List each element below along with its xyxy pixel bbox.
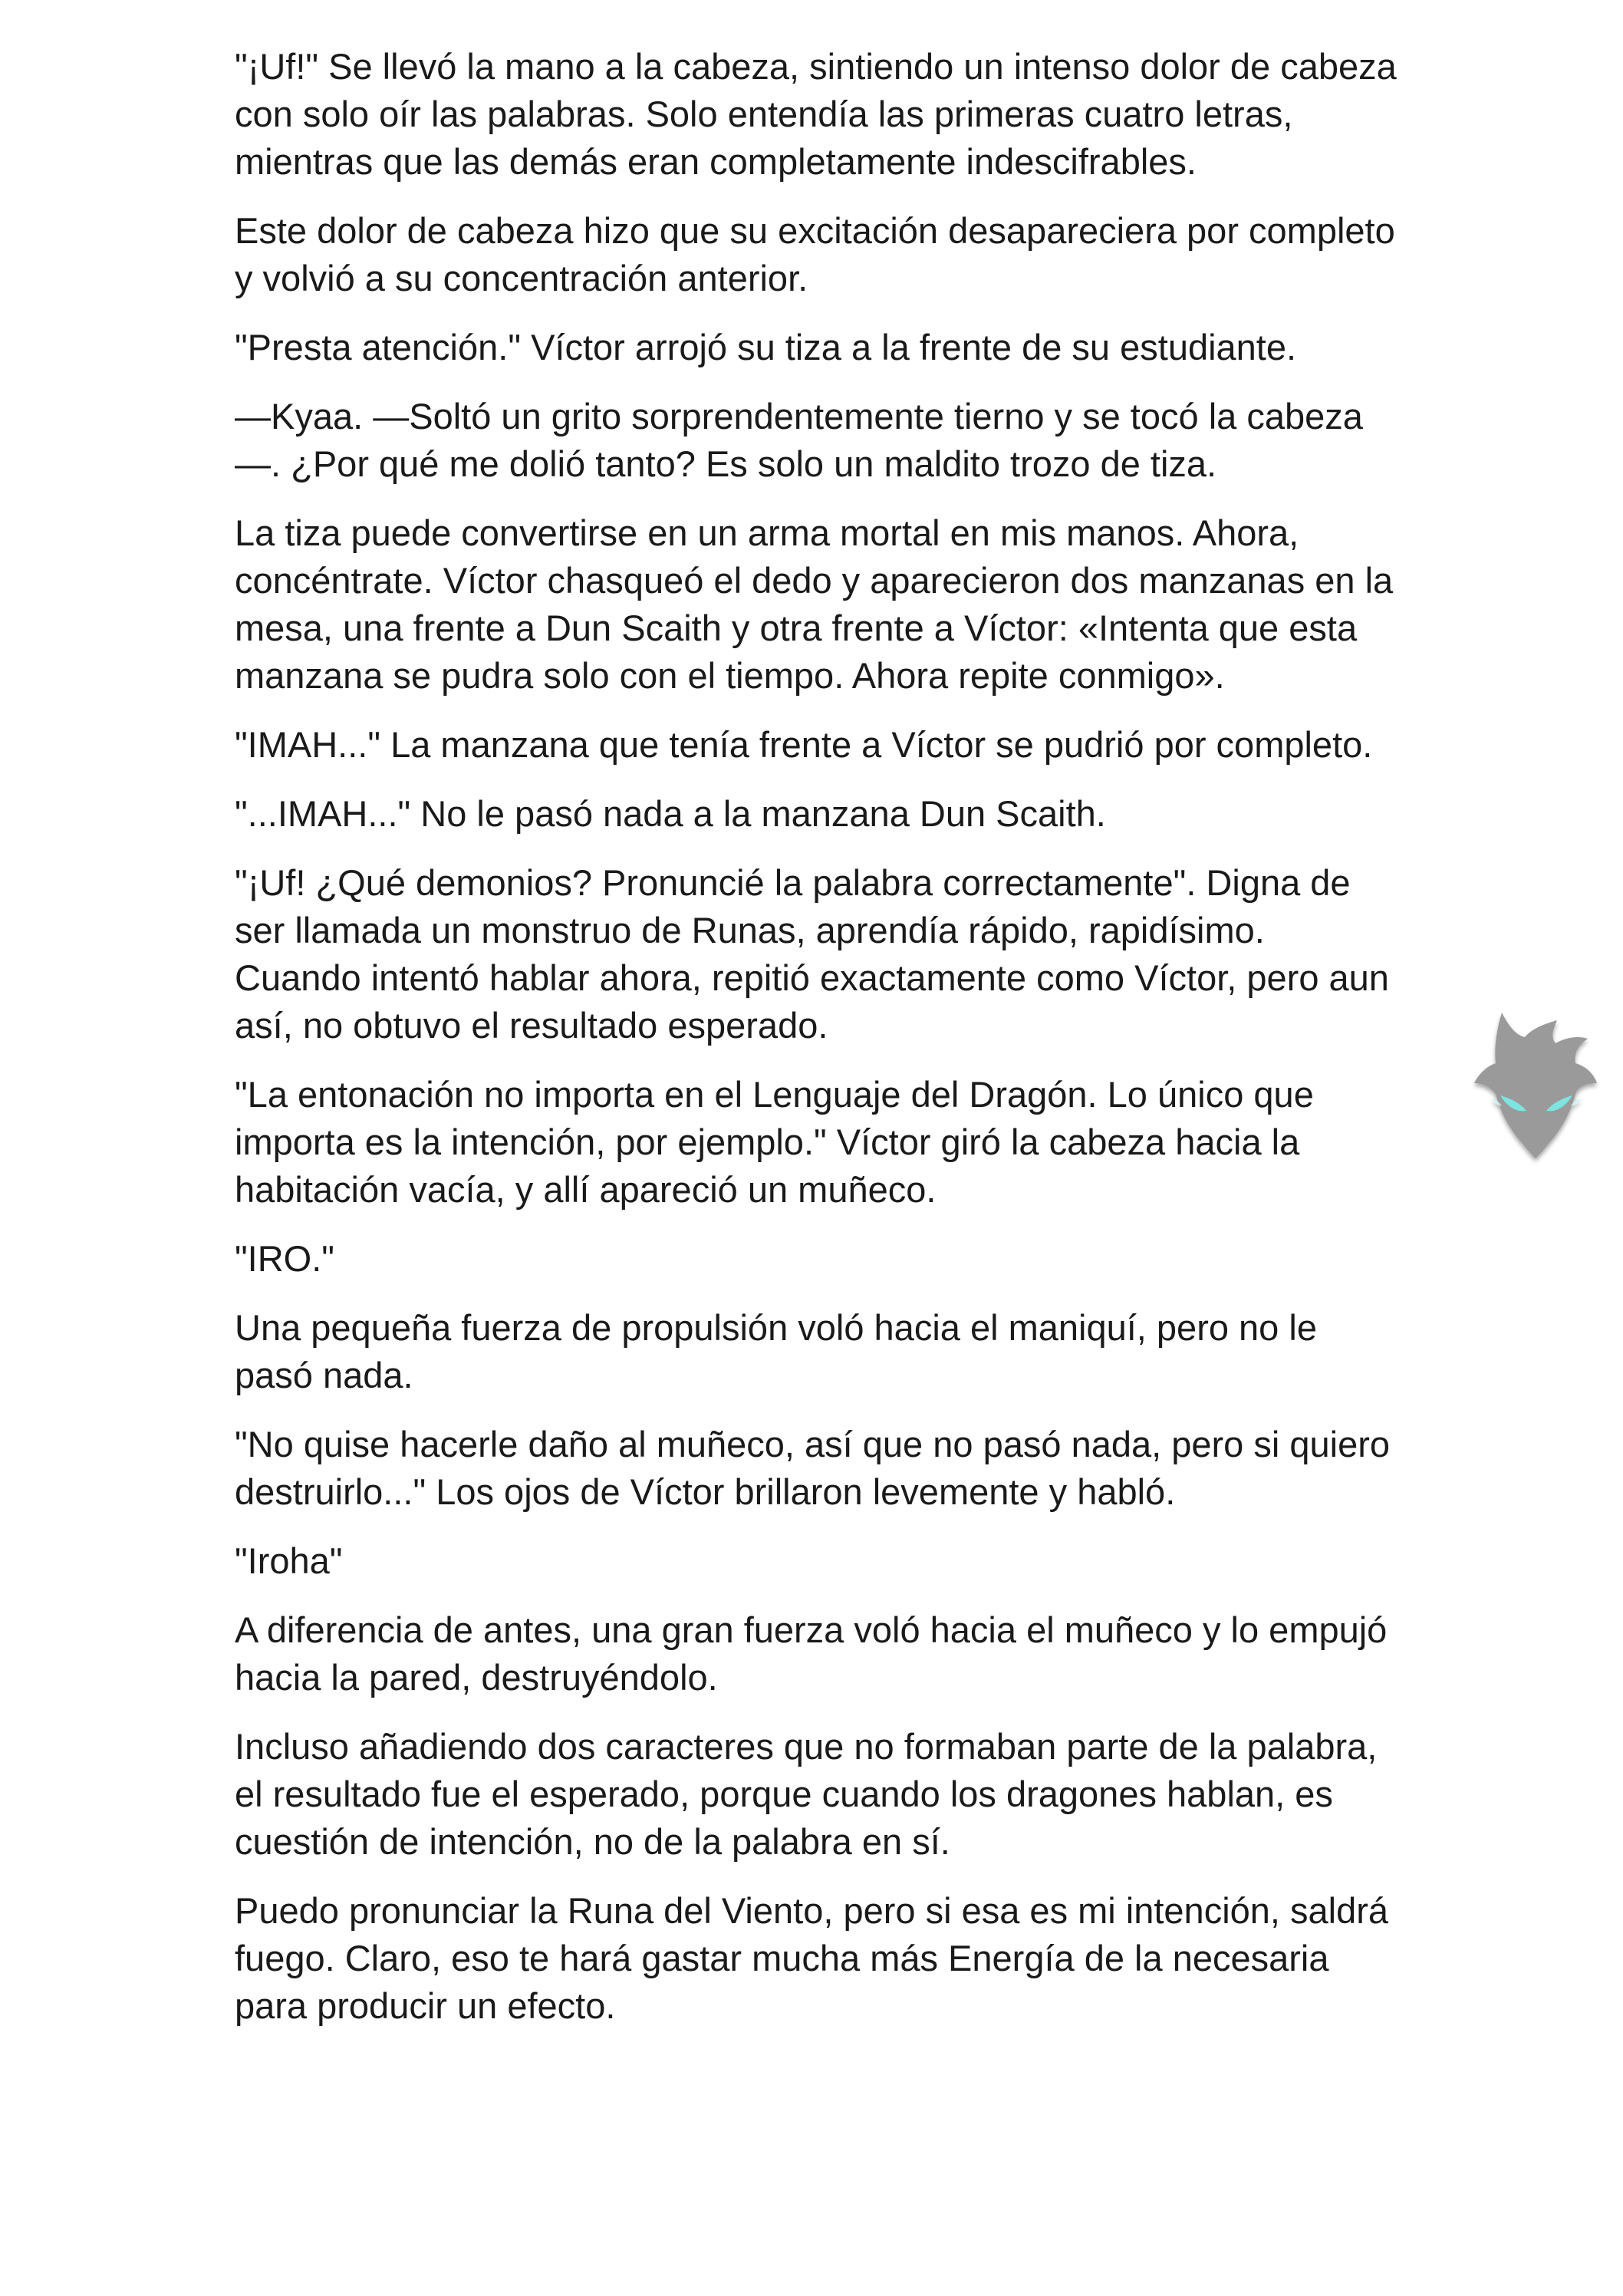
- paragraph-2: Este dolor de cabeza hizo que su excitación desapareciera por completo y volvió a su concentración anterior.: [235, 210, 1395, 298]
- document-body: [235, 43, 1401, 2051]
- demon-head-icon: [1471, 997, 1602, 1166]
- paragraph-14: A diferencia de antes, una gran fuerza voló hacia el muñeco y lo empujó hacia la pared, destruyéndolo.: [235, 1609, 1388, 1698]
- paragraph-5: La tiza puede convertirse en un arma mortal en mis manos. Ahora, concéntrate. Víctor chasqueó el dedo y aparecieron dos manzanas en la mesa, una frente a Dun Scaith y otra frente a Víctor: «Intenta que esta manzana se pudra solo con el tiempo. Ahora repite conmigo».: [235, 512, 1394, 696]
- paragraph-16: Puedo pronunciar la Runa del Viento, pero si esa es mi intención, saldrá fuego. Claro, eso te hará gastar mucha más Energía de la necesaria para producir un efecto.: [235, 1890, 1389, 2026]
- paragraph-8: "¡Uf! ¿Qué demonios? Pronuncié la palabra correctamente". Digna de ser llamada un monstruo de Runas, aprendía rápido, rapidísimo. Cuando intentó hablar ahora, repitió exactamente como Víctor, pero aun así, no obtuvo el resultado esperado.: [235, 862, 1389, 1046]
- paragraph-9: "La entonación no importa en el Lenguaje del Dragón. Lo único que importa es la intención, por ejemplo." Víctor giró la cabeza hacia la habitación vacía, y allí apareció un muñeco.: [235, 1074, 1314, 1210]
- paragraph-15: Incluso añadiendo dos caracteres que no formaban parte de la palabra, el resultado fue el esperado, porque cuando los dragones hablan, es cuestión de intención, no de la palabra en sí.: [235, 1726, 1378, 1862]
- paragraph-6: "IMAH..." La manzana que tenía frente a Víctor se pudrió por completo.: [235, 724, 1373, 765]
- paragraph-7: "...IMAH..." No le pasó nada a la manzana Dun Scaith.: [235, 793, 1106, 834]
- paragraph-12: "No quise hacerle daño al muñeco, así que no pasó nada, pero si quiero destruirlo..." Los ojos de Víctor brillaron levemente y habló.: [235, 1424, 1391, 1512]
- paragraph-13: "Iroha": [235, 1540, 343, 1581]
- paragraph-3: "Presta atención." Víctor arrojó su tiza a la frente de su estudiante.: [235, 327, 1297, 367]
- paragraph-1: "¡Uf!" Se llevó la mano a la cabeza, sintiendo un intenso dolor de cabeza con solo oír las palabras. Solo entendía las primeras cuatro letras, mientras que las demás eran completamente indescifrables.: [235, 46, 1397, 182]
- paragraph-11: Una pequeña fuerza de propulsión voló hacia el maniquí, pero no le pasó nada.: [235, 1307, 1317, 1395]
- paragraph-10: "IRO.": [235, 1238, 334, 1279]
- paragraph-4: —Kyaa. —Soltó un grito sorprendentemente tierno y se tocó la cabeza—. ¿Por qué me dolió tanto? Es solo un maldito trozo de tiza.: [235, 396, 1363, 484]
